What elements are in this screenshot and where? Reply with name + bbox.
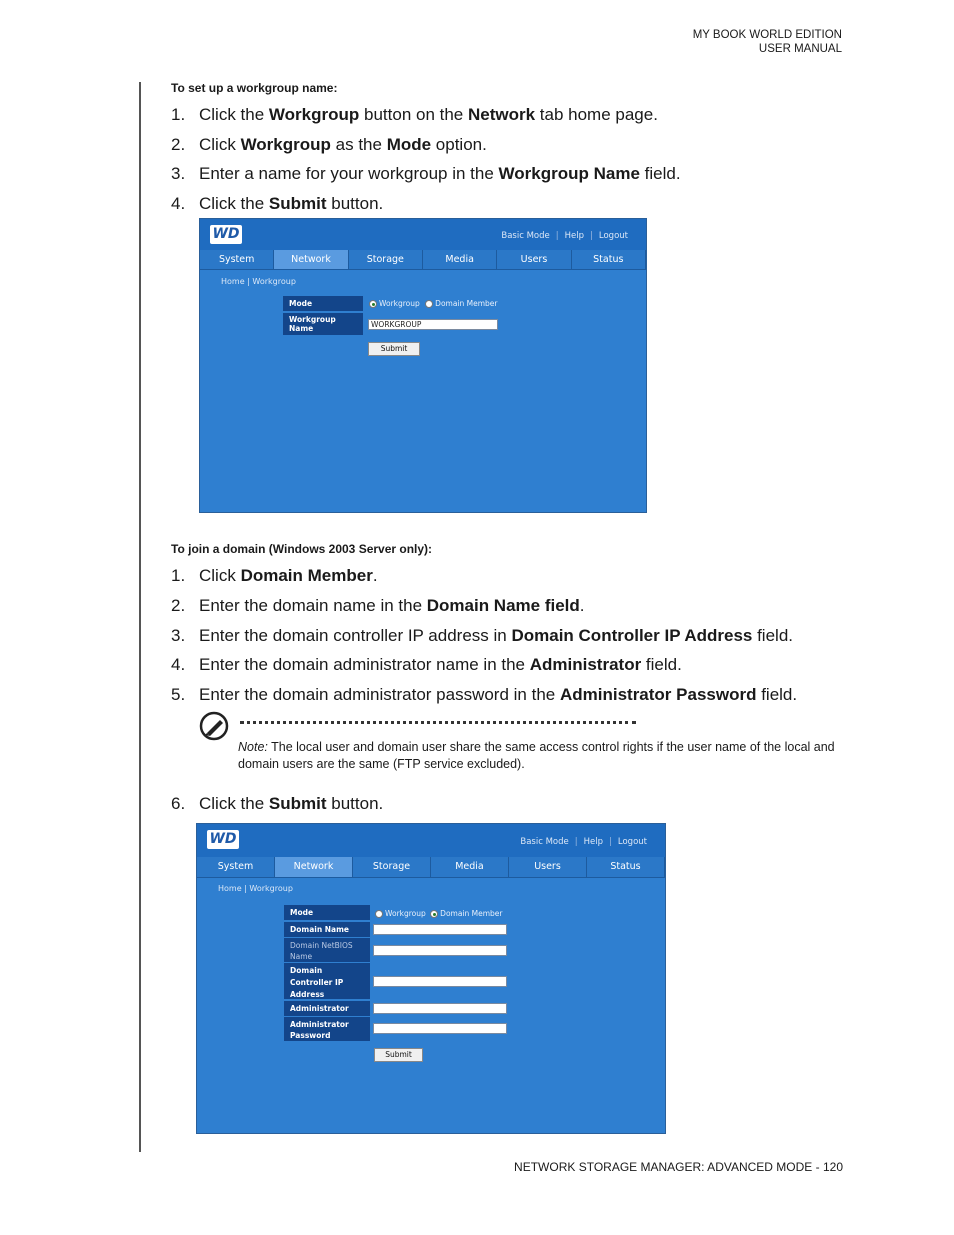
step-list-item: 3. Enter the domain controller IP address in Domain Controller IP Address field. [171,626,793,645]
workgroup-radio-label: Workgroup [385,909,426,918]
workgroup-radio[interactable] [369,300,377,308]
domain-member-radio[interactable] [425,300,433,308]
step-list-item: 2. Enter the domain name in the Domain Name field. [171,596,585,615]
administrator-label: Administrator [284,1001,370,1016]
domain-member-radio-label: Domain Member [435,299,498,308]
wd-logo: WD [210,225,242,244]
step-list-item: 1. Click the Workgroup button on the Network tab home page. [171,105,658,124]
mode-label: Mode [283,296,363,311]
breadcrumb[interactable]: Home | Workgroup [218,884,293,893]
step-list-item: 3. Enter a name for your workgroup in the Workgroup Name field. [171,164,681,183]
domain-member-radio[interactable] [430,910,438,918]
margin-rule [139,82,141,1152]
basic-mode-link[interactable]: Basic Mode [501,231,550,241]
step-list-item: 4. Enter the domain administrator name in the Administrator field. [171,655,682,674]
tab-users[interactable]: Users [497,250,571,269]
breadcrumb[interactable]: Home | Workgroup [221,277,296,286]
page-footer: NETWORK STORAGE MANAGER: ADVANCED MODE - 120 [514,1160,843,1174]
tab-status[interactable]: Status [572,250,646,269]
mode-label: Mode [284,905,370,920]
workgroup-radio-label: Workgroup [379,299,420,308]
basic-mode-link[interactable]: Basic Mode [520,837,569,847]
tab-media[interactable]: Media [431,857,509,877]
tab-network[interactable]: Network [274,250,348,269]
administrator-password-label: Administrator Password [284,1017,370,1041]
mode-radio-group [369,299,498,308]
administrator-password-input[interactable] [373,1023,507,1034]
note-text: Note: The local user and domain user share the same access control rights if the user name of the local and domain users are the same (FTP service excluded). [238,740,835,771]
app-topbar [197,824,665,857]
domain-netbios-name-input[interactable] [373,945,507,956]
logout-link[interactable]: Logout [617,837,647,847]
help-link[interactable]: Help [583,837,604,847]
tab-storage[interactable]: Storage [349,250,423,269]
step-list-item: 1. Click Domain Member. [171,566,378,585]
submit-button[interactable]: Submit [368,342,420,356]
tab-bar [200,250,646,270]
note-divider [240,721,636,724]
workgroup-name-label: Workgroup Name [283,313,363,335]
logout-link[interactable]: Logout [598,231,628,241]
screenshot-workgroup-settings [199,218,647,513]
top-links: Basic Mode | Help | Logout [495,231,634,241]
workgroup-name-input[interactable]: WORKGROUP [368,319,498,330]
screenshot-domain-member-settings [196,823,666,1134]
domain-controller-ip-input[interactable] [373,976,507,987]
domain-name-label: Domain Name [284,922,370,937]
tab-system[interactable]: System [197,857,275,877]
mode-radio-group [375,909,503,918]
step-list-item: 5. Enter the domain administrator password in the Administrator Password field. [171,685,798,704]
tab-media[interactable]: Media [423,250,497,269]
workgroup-radio[interactable] [375,910,383,918]
tab-storage[interactable]: Storage [353,857,431,877]
domain-name-input[interactable] [373,924,507,935]
header-line-2: USER MANUAL [758,43,842,55]
domain-controller-ip-label: Domain Controller IP Address [284,963,370,999]
section-heading-workgroup: To set up a workgroup name: [171,81,338,95]
tab-network[interactable]: Network [275,857,353,877]
app-topbar [200,219,646,250]
tab-status[interactable]: Status [587,857,665,877]
help-link[interactable]: Help [564,231,585,241]
section-heading-domain: To join a domain (Windows 2003 Server only): [171,542,433,556]
header-line-1: MY BOOK WORLD EDITION [692,29,842,41]
tab-bar [197,857,665,878]
wd-logo: WD [207,830,239,849]
tab-system[interactable]: System [200,250,274,269]
domain-member-radio-label: Domain Member [440,909,503,918]
tab-users[interactable]: Users [509,857,587,877]
step-list-item: 6. Click the Submit button. [171,794,384,813]
note-icon [199,711,229,741]
administrator-input[interactable] [373,1003,507,1014]
step-list-item: 2. Click Workgroup as the Mode option. [171,135,487,154]
step-list-item: 4. Click the Submit button. [171,194,384,213]
submit-button[interactable]: Submit [374,1048,423,1062]
domain-netbios-name-label: Domain NetBIOS Name [284,938,370,962]
running-header [693,28,842,56]
top-links: Basic Mode | Help | Logout [514,837,653,847]
